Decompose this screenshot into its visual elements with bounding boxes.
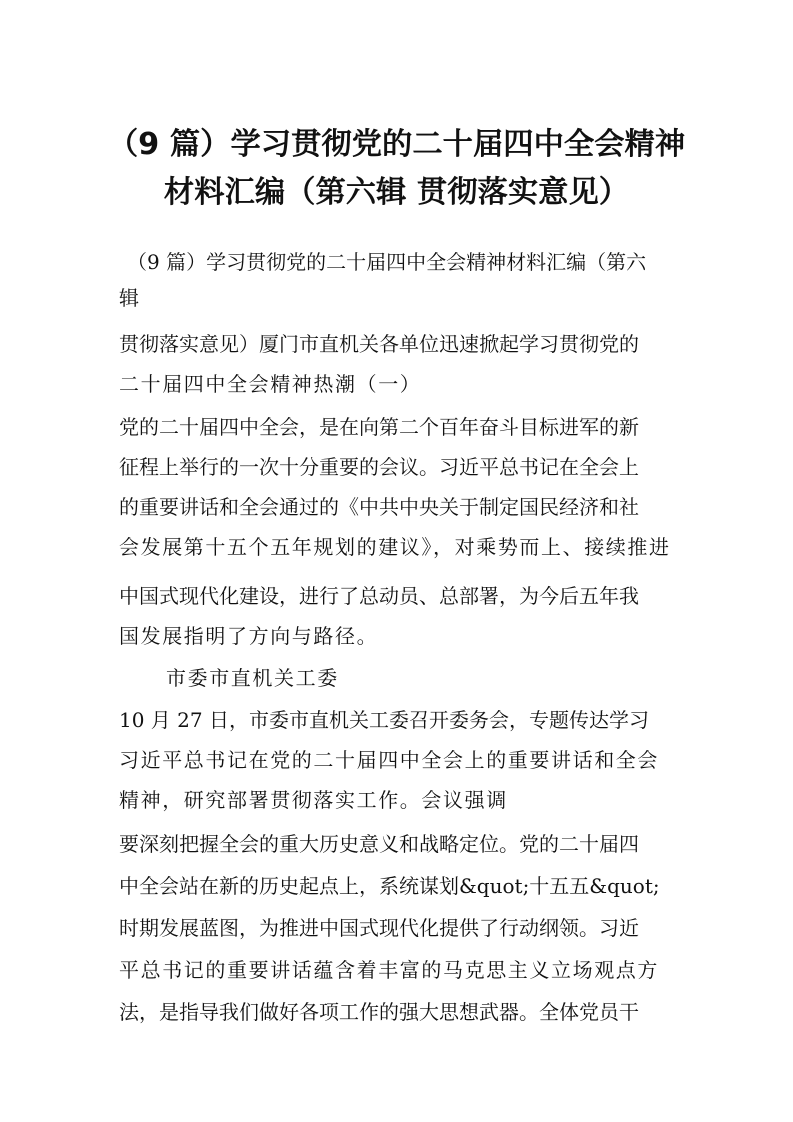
body-line: 习近平总书记在党的二十届四中全会上的重要讲话和全会	[119, 748, 659, 772]
document-title-line-2: 材料汇编（第六辑 贯彻落实意见）	[163, 175, 630, 210]
body-line: 二十届四中全会精神热潮（一）	[119, 372, 422, 396]
body-line: 贯彻落实意见）厦门市直机关各单位迅速掀起学习贯彻党的	[119, 332, 639, 356]
body-line: 中全会站在新的历史起点上，系统谋划&quot;十五五&quot;	[119, 874, 660, 898]
body-line: 国发展指明了方向与路径。	[119, 624, 379, 648]
section-heading: 市委市直机关工委	[166, 666, 339, 690]
body-line: 党的二十届四中全会，是在向第二个百年奋斗目标进军的新	[119, 415, 639, 439]
body-line: 会发展第十五个五年规划的建议》，对乘势而上、接续推进	[119, 535, 671, 559]
body-line: 中国式现代化建设，进行了总动员、总部署，为今后五年我	[119, 584, 639, 608]
body-line: （9 篇）学习贯彻党的二十届四中全会精神材料汇编（第六	[127, 250, 647, 274]
body-line: 精神，研究部署贯彻落实工作。会议强调	[119, 788, 508, 812]
body-line: 10 月 27 日，市委市直机关工委召开委务会，专题传达学习	[119, 708, 649, 732]
body-line: 征程上举行的一次十分重要的会议。习近平总书记在全会上	[119, 455, 639, 479]
body-line: 的重要讲话和全会通过的《中共中央关于制定国民经济和社	[119, 495, 639, 519]
body-line: 要深刻把握全会的重大历史意义和战略定位。党的二十届四	[119, 832, 639, 856]
document-title-line-1: （9 篇）学习贯彻党的二十届四中全会精神	[107, 127, 686, 162]
body-line: 法，是指导我们做好各项工作的强大思想武器。全体党员干	[119, 1000, 639, 1024]
body-line: 时期发展蓝图，为推进中国式现代化提供了行动纲领。习近	[119, 916, 639, 940]
body-line: 平总书记的重要讲话蕴含着丰富的马克思主义立场观点方	[119, 958, 659, 982]
body-line: 辑	[119, 286, 141, 310]
